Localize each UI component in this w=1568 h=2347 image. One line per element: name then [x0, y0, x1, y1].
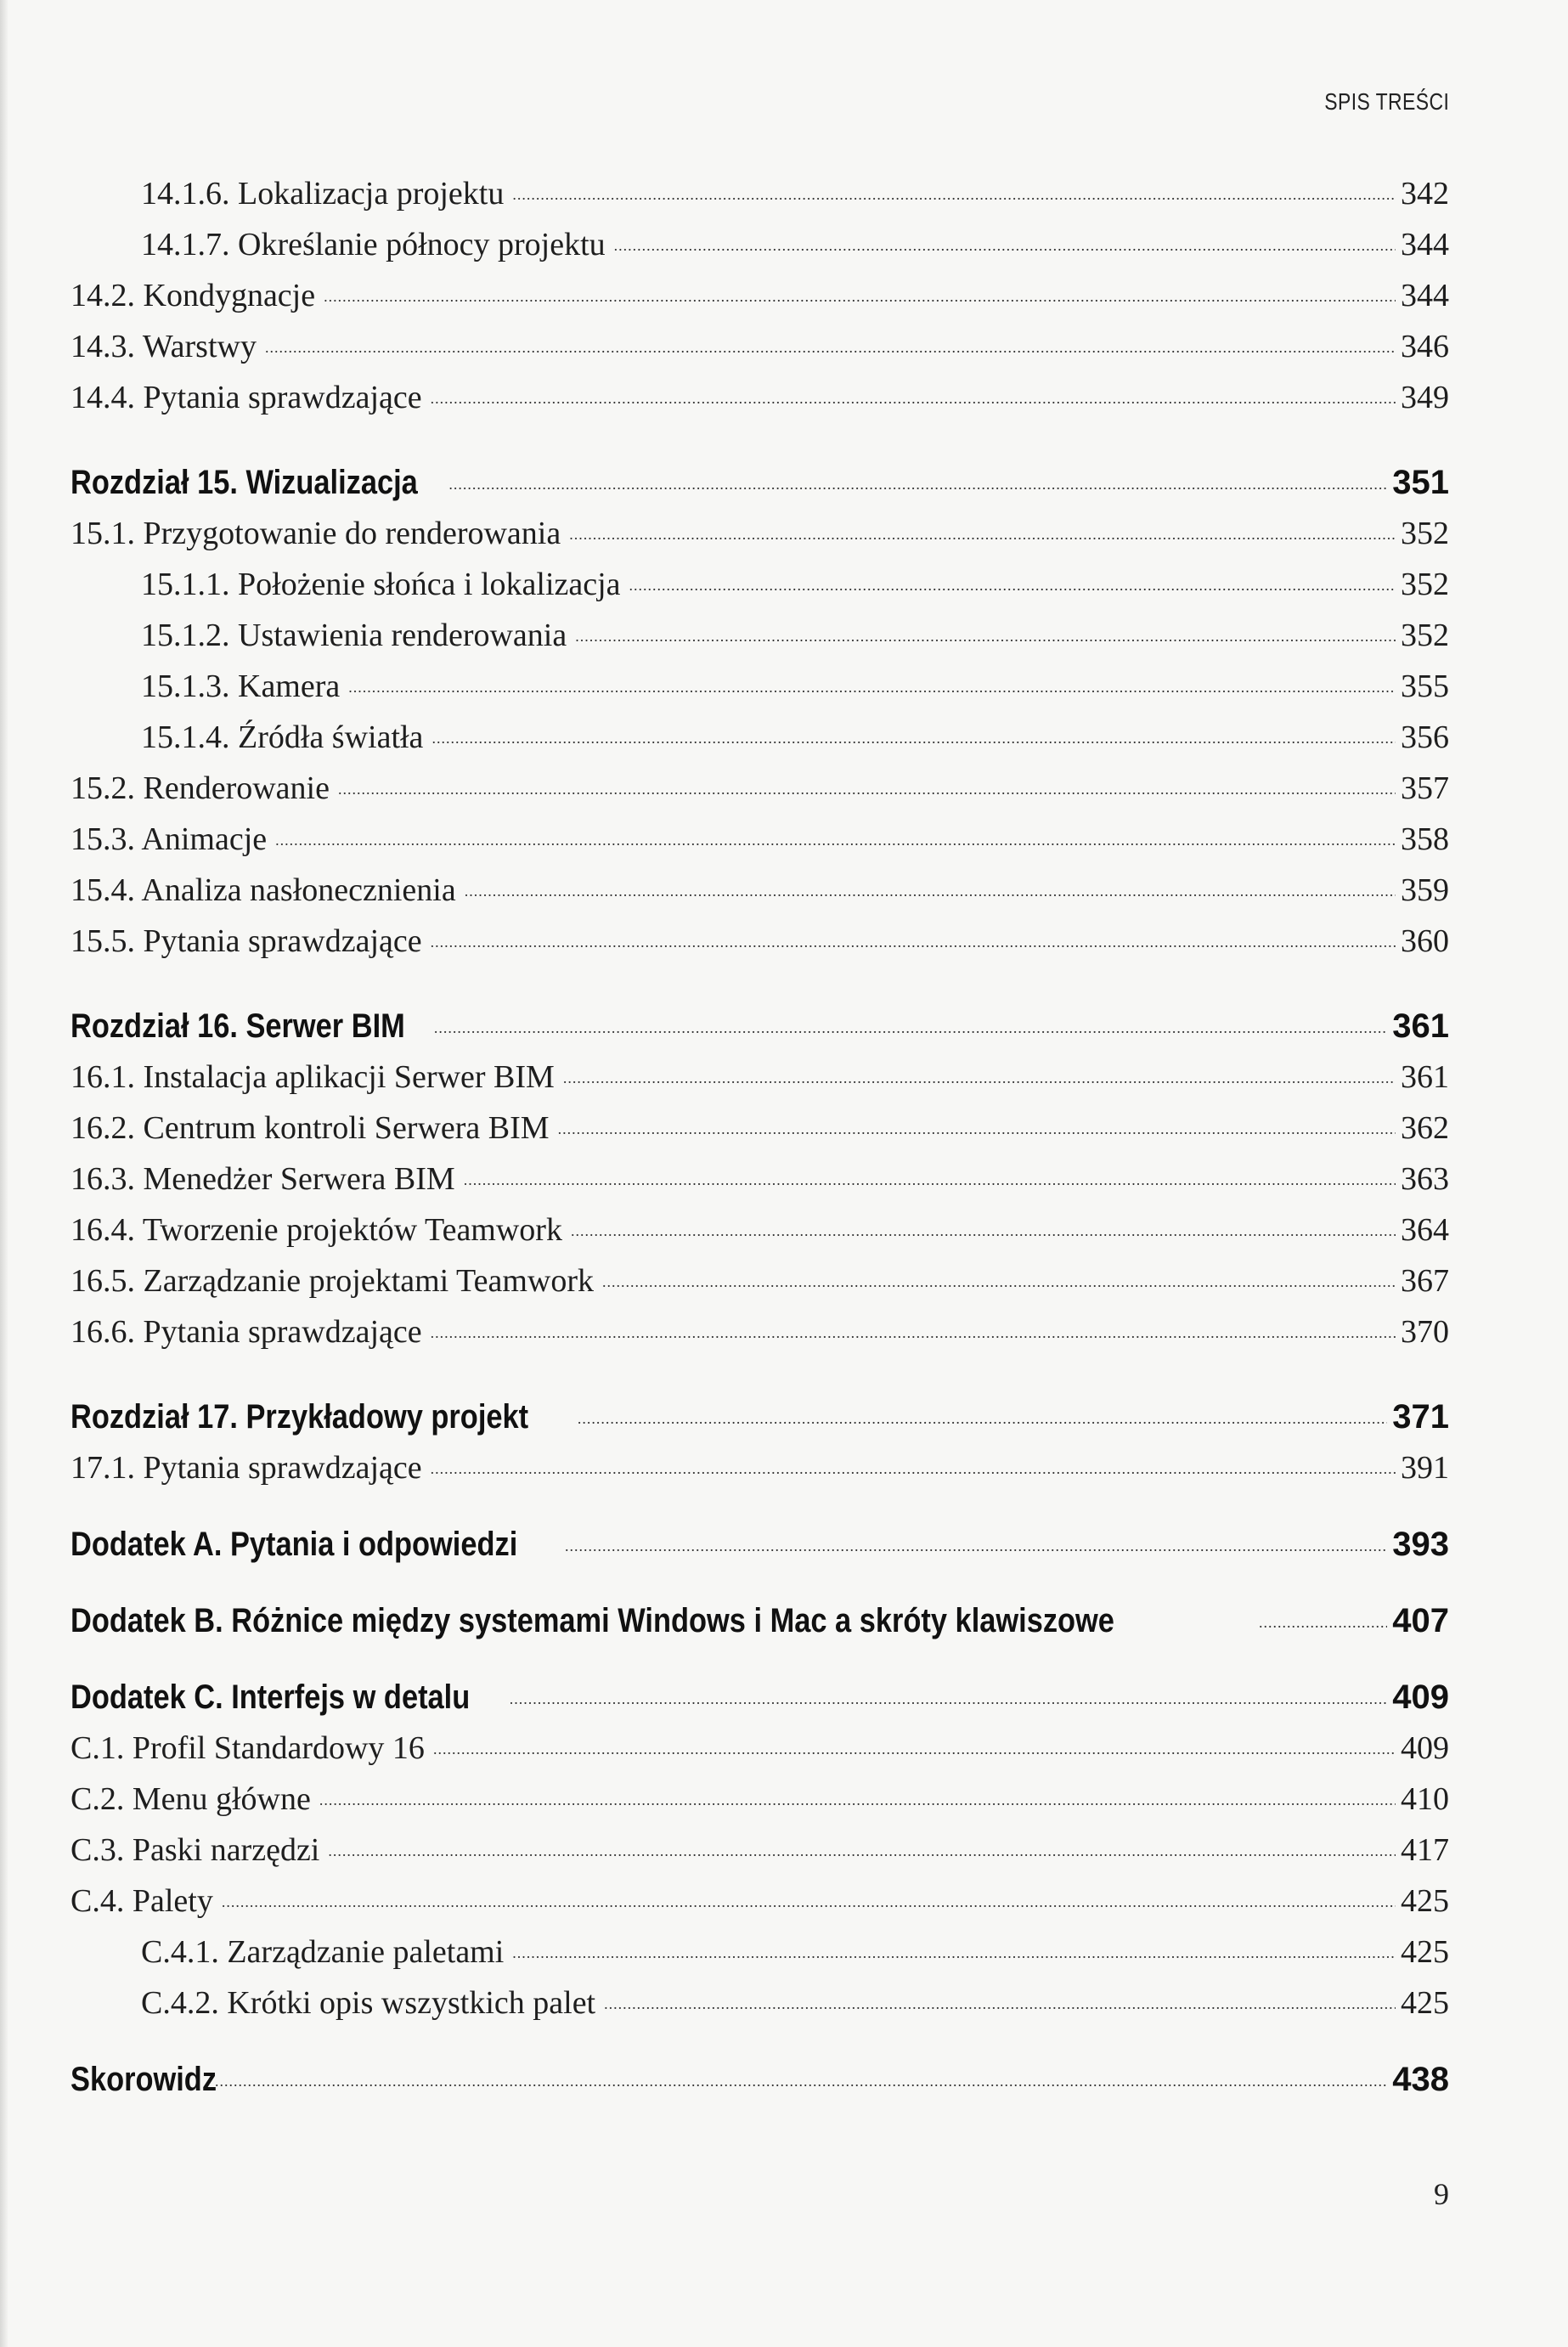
- dot-leader: [1259, 1618, 1387, 1632]
- toc-entry-page: 352: [1401, 516, 1449, 551]
- toc-entry-label: 14.3. Warstwy: [71, 329, 257, 364]
- toc-entry-label: 15.1.2. Ustawienia renderowania: [141, 618, 567, 653]
- toc-entry-label: 14.4. Pytania sprawdzające: [71, 380, 422, 415]
- toc-entry[interactable]: [71, 1058, 1449, 1101]
- toc-entry-label: Dodatek B. Różnice między systemami Windows i Mac a skróty klawiszowe: [71, 1602, 1114, 1639]
- toc-entry-page: 357: [1401, 770, 1449, 806]
- dot-leader: [629, 581, 1396, 595]
- toc-entry-page: 360: [1401, 923, 1449, 959]
- toc-entry-page: 349: [1401, 380, 1449, 415]
- toc-entry-page: 361: [1401, 1059, 1449, 1095]
- toc-entry-label: 14.1.7. Określanie północy projektu: [141, 227, 606, 262]
- toc-entry[interactable]: [71, 1262, 1449, 1305]
- dot-leader: [575, 632, 1396, 646]
- toc-entry-page: 351: [1392, 464, 1449, 501]
- dot-leader: [265, 343, 1396, 357]
- toc-entry[interactable]: [71, 668, 1449, 710]
- toc-entry-page: 417: [1401, 1832, 1449, 1868]
- toc-entry-page: 370: [1401, 1314, 1449, 1350]
- dot-leader: [512, 190, 1396, 204]
- toc-entry-label: Rozdział 15. Wizualizacja: [71, 464, 418, 501]
- toc-entry-label: 15.1. Przygotowanie do renderowania: [71, 516, 561, 551]
- dot-leader: [222, 1898, 1396, 1911]
- dot-leader: [602, 1278, 1396, 1291]
- toc-entry[interactable]: [71, 1313, 1449, 1356]
- toc-entry-page: 393: [1392, 1526, 1449, 1563]
- toc-entry[interactable]: [71, 1831, 1449, 1874]
- dot-leader: [448, 480, 1387, 494]
- toc-entry-label: 16.3. Menedżer Serwera BIM: [71, 1161, 455, 1197]
- toc-entry[interactable]: [71, 617, 1449, 659]
- toc-entry[interactable]: [71, 328, 1449, 370]
- dot-leader: [465, 887, 1396, 900]
- toc-entry-label: Dodatek C. Interfejs w detalu: [71, 1678, 471, 1716]
- toc-entry-page: 409: [1392, 1678, 1449, 1716]
- toc-entry-label: C.2. Menu główne: [71, 1781, 311, 1817]
- toc-entry-label: 16.6. Pytania sprawdzające: [71, 1314, 422, 1350]
- toc-entry[interactable]: [71, 277, 1449, 319]
- toc-entry-page: 352: [1401, 567, 1449, 602]
- toc-entry-page: 425: [1401, 1934, 1449, 1970]
- toc-entry[interactable]: [71, 1882, 1449, 1925]
- toc-entry-page: 410: [1401, 1781, 1449, 1817]
- toc-entry-page: 346: [1401, 329, 1449, 364]
- toc-entry[interactable]: [71, 1984, 1449, 2027]
- dot-leader: [578, 1414, 1387, 1428]
- toc-entry-page: 361: [1392, 1007, 1449, 1045]
- toc-entry-page: 355: [1401, 669, 1449, 704]
- toc-entry[interactable]: [71, 1449, 1449, 1492]
- toc-entry-label: 15.1.4. Źródła światła: [141, 719, 424, 755]
- toc-entry-page: 356: [1401, 719, 1449, 755]
- toc-entry-page: 425: [1401, 1985, 1449, 2021]
- toc-entry[interactable]: [71, 872, 1449, 914]
- dot-leader: [348, 683, 1396, 697]
- toc-entry-page: 342: [1401, 176, 1449, 212]
- toc-entry-label: 16.1. Instalacja aplikacji Serwer BIM: [71, 1059, 555, 1095]
- toc-entry[interactable]: [71, 1678, 1449, 1721]
- dot-leader: [563, 1074, 1396, 1087]
- toc-entry[interactable]: [71, 379, 1449, 421]
- toc-entry-label: Skorowidz: [71, 2061, 217, 2098]
- dot-leader: [328, 1847, 1396, 1860]
- toc-entry-label: 16.2. Centrum kontroli Serwera BIM: [71, 1110, 550, 1146]
- dot-leader: [434, 1024, 1387, 1037]
- toc-entry-label: 15.1.1. Położenie słońca i lokalizacja: [141, 567, 621, 602]
- toc-entry[interactable]: [71, 922, 1449, 965]
- dot-leader: [338, 785, 1396, 798]
- toc-entry-label: 15.4. Analiza nasłonecznienia: [71, 872, 456, 908]
- dot-leader: [431, 734, 1396, 748]
- dot-leader: [319, 1796, 1396, 1809]
- toc-entry-page: 371: [1392, 1398, 1449, 1436]
- toc-entry-label: 15.1.3. Kamera: [141, 669, 341, 704]
- toc-entry-label: C.4.2. Krótki opis wszystkich palet: [141, 1985, 596, 2021]
- dot-leader: [565, 1542, 1387, 1555]
- toc-entry-page: 425: [1401, 1883, 1449, 1919]
- toc-entry-page: 362: [1401, 1110, 1449, 1146]
- dot-leader: [614, 241, 1396, 255]
- dot-leader: [571, 1227, 1396, 1240]
- dot-leader: [215, 2077, 1387, 2090]
- toc-entry-page: 391: [1401, 1450, 1449, 1486]
- toc-entry-label: 15.3. Animacje: [71, 821, 268, 857]
- running-head: SPIS TREŚCI: [1324, 88, 1449, 115]
- toc-entry[interactable]: [71, 175, 1449, 217]
- toc-entry[interactable]: [71, 1933, 1449, 1976]
- dot-leader: [324, 292, 1396, 306]
- toc-entry[interactable]: [71, 1729, 1449, 1772]
- toc-entry[interactable]: [71, 1160, 1449, 1203]
- toc-entry[interactable]: [71, 226, 1449, 268]
- toc-entry-page: 363: [1401, 1161, 1449, 1197]
- dot-leader: [275, 836, 1396, 849]
- dot-leader: [512, 1949, 1396, 1962]
- toc-entry[interactable]: [71, 1007, 1449, 1050]
- toc-entry-label: C.3. Paski narzędzi: [71, 1832, 320, 1868]
- toc-entry-label: 15.5. Pytania sprawdzające: [71, 923, 422, 959]
- toc-entry-label: 14.1.6. Lokalizacja projektu: [141, 176, 505, 212]
- toc-entry-page: 352: [1401, 618, 1449, 653]
- toc-entry-page: 344: [1401, 278, 1449, 313]
- toc-entry[interactable]: [71, 1398, 1449, 1441]
- toc-entry-label: 16.4. Tworzenie projektów Teamwork: [71, 1212, 562, 1248]
- toc-entry-page: 407: [1392, 1602, 1449, 1639]
- toc-entry[interactable]: [71, 515, 1449, 557]
- toc-entry-label: Rozdział 16. Serwer BIM: [71, 1007, 405, 1045]
- dot-leader: [431, 938, 1396, 951]
- toc-entry-page: 367: [1401, 1263, 1449, 1299]
- dot-leader: [604, 2000, 1396, 2013]
- toc-entry-page: 358: [1401, 821, 1449, 857]
- toc-entry[interactable]: [71, 1211, 1449, 1254]
- scan-edge: [0, 0, 8, 2347]
- dot-leader: [569, 530, 1396, 544]
- toc-entry-label: Rozdział 17. Przykładowy projekt: [71, 1398, 529, 1436]
- toc-entry-label: C.4. Palety: [71, 1883, 213, 1919]
- toc-entry[interactable]: [71, 719, 1449, 761]
- dot-leader: [431, 394, 1396, 408]
- toc-entry-label: C.1. Profil Standardowy 16: [71, 1730, 425, 1766]
- toc-entry-label: Dodatek A. Pytania i odpowiedzi: [71, 1526, 518, 1563]
- dot-leader: [431, 1329, 1396, 1342]
- page-number: 9: [1434, 2177, 1449, 2211]
- toc-entry[interactable]: [71, 566, 1449, 608]
- dot-leader: [433, 1745, 1396, 1758]
- toc-entry-page: 364: [1401, 1212, 1449, 1248]
- toc-entry-label: 17.1. Pytania sprawdzające: [71, 1450, 422, 1486]
- toc-entry-page: 344: [1401, 227, 1449, 262]
- toc-entry[interactable]: [71, 2061, 1449, 2103]
- toc-entry-label: 15.2. Renderowanie: [71, 770, 330, 806]
- toc-entry-page: 409: [1401, 1730, 1449, 1766]
- toc-entry[interactable]: [71, 1526, 1449, 1568]
- dot-leader: [558, 1125, 1396, 1138]
- dot-leader: [464, 1176, 1396, 1189]
- toc-entry[interactable]: [71, 1780, 1449, 1823]
- toc-entry[interactable]: [71, 770, 1449, 812]
- toc-entry-label: 14.2. Kondygnacje: [71, 278, 316, 313]
- toc-entry[interactable]: [71, 1602, 1449, 1645]
- toc-entry-label: C.4.1. Zarządzanie paletami: [141, 1934, 505, 1970]
- dot-leader: [431, 1464, 1396, 1478]
- toc-entry-page: 359: [1401, 872, 1449, 908]
- dot-leader: [510, 1695, 1387, 1708]
- toc-entry-label: 16.5. Zarządzanie projektami Teamwork: [71, 1263, 594, 1299]
- toc-entry[interactable]: [71, 464, 1449, 506]
- toc-entry[interactable]: [71, 821, 1449, 863]
- toc-entry[interactable]: [71, 1109, 1449, 1152]
- toc-entry-page: 438: [1392, 2061, 1449, 2098]
